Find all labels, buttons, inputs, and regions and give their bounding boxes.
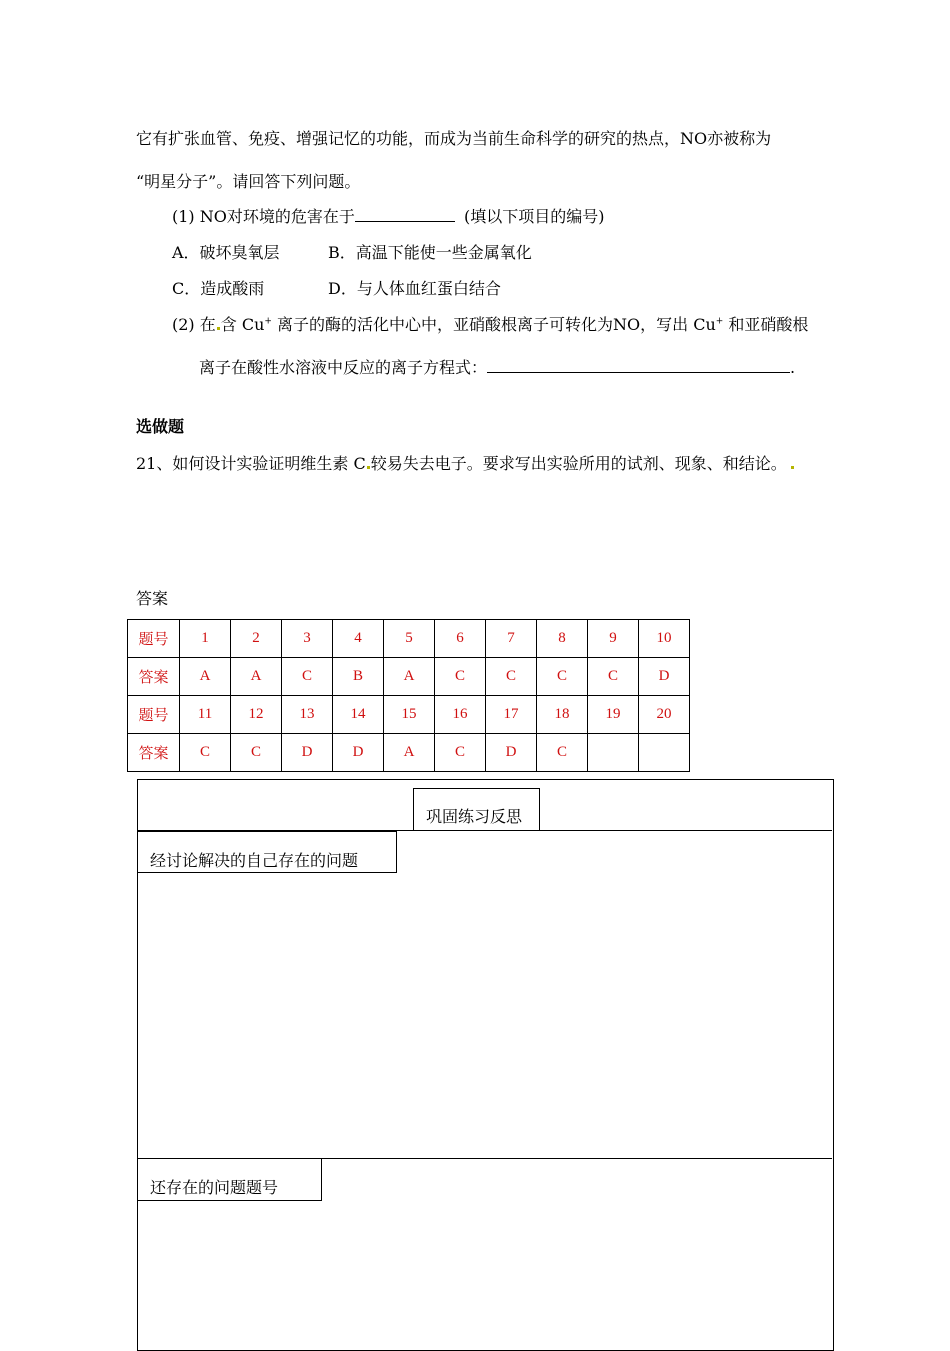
question-2 <box>172 312 808 335</box>
table-cell: A <box>384 734 435 772</box>
table-row <box>128 696 690 734</box>
table-row-header: 题号 <box>128 696 180 734</box>
question-2-text: 和亚硝酸根 <box>723 315 809 334</box>
table-cell: 18 <box>537 696 588 734</box>
table-cell: 11 <box>180 696 231 734</box>
mark-dot <box>367 466 370 469</box>
table-cell: 8 <box>537 620 588 658</box>
answer-blank-2[interactable] <box>487 358 790 373</box>
question-2-text: 离子在酸性水溶液中反应的离子方程式： <box>199 358 488 377</box>
table-cell: C <box>180 734 231 772</box>
question-21-text: 21、如何设计实验证明维生素 C <box>136 454 366 473</box>
option-a: A．破坏臭氧层 <box>172 243 280 262</box>
period: . <box>790 358 796 377</box>
table-cell: 14 <box>333 696 384 734</box>
table-cell: 19 <box>588 696 639 734</box>
table-cell: C <box>435 734 486 772</box>
question-2-text: 离子的酶的活化中心中，亚硝酸根离子可转化为NO，写出 Cu <box>271 315 716 334</box>
superscript: + <box>264 316 272 327</box>
question-1 <box>172 204 604 227</box>
table-cell: A <box>180 658 231 696</box>
paragraph-line-2: “明星分子”。请回答下列问题。 <box>136 172 361 191</box>
paragraph-line-1: 它有扩张血管、免疫、增强记忆的功能，而成为当前生命科学的研究的热点，NO亦被称为 <box>136 129 772 148</box>
table-row-header: 答案 <box>128 734 180 772</box>
option-c: C．造成酸雨 <box>172 279 265 298</box>
table-cell: C <box>435 658 486 696</box>
table-cell: 12 <box>231 696 282 734</box>
table-cell: 5 <box>384 620 435 658</box>
answer-table <box>127 619 690 772</box>
question-1-prefix: (1) NO对环境的危害在于 <box>172 207 355 226</box>
table-cell: 17 <box>486 696 537 734</box>
table-cell: 16 <box>435 696 486 734</box>
section-resolved-problems: 经讨论解决的自己存在的问题 <box>137 831 397 873</box>
table-cell: D <box>486 734 537 772</box>
table-cell: 6 <box>435 620 486 658</box>
option-b: B．高温下能使一些金属氧化 <box>328 243 532 262</box>
table-row-header: 答案 <box>128 658 180 696</box>
table-row <box>128 734 690 772</box>
superscript: + <box>715 316 724 327</box>
optional-heading: 选做题 <box>136 417 185 436</box>
table-row-header: 题号 <box>128 620 180 658</box>
table-cell: 13 <box>282 696 333 734</box>
question-21 <box>136 451 795 474</box>
table-cell: D <box>639 658 690 696</box>
table-cell: 7 <box>486 620 537 658</box>
table-cell: A <box>231 658 282 696</box>
table-cell: 3 <box>282 620 333 658</box>
table-cell: 2 <box>231 620 282 658</box>
question-2-text: (2) 在 <box>172 315 216 334</box>
table-row <box>128 620 690 658</box>
table-cell: B <box>333 658 384 696</box>
mark-dot <box>217 327 220 330</box>
table-cell: 15 <box>384 696 435 734</box>
table-cell: 10 <box>639 620 690 658</box>
table-cell: C <box>486 658 537 696</box>
table-cell: 9 <box>588 620 639 658</box>
section-remaining-problems: 还存在的问题题号 <box>137 1158 322 1201</box>
table-cell: C <box>231 734 282 772</box>
table-cell: 4 <box>333 620 384 658</box>
question-2-text: 含 Cu <box>220 315 265 334</box>
answer-blank-1[interactable] <box>355 207 455 222</box>
table-cell <box>639 734 690 772</box>
table-cell: D <box>333 734 384 772</box>
table-cell: C <box>537 658 588 696</box>
table-cell: A <box>384 658 435 696</box>
table-cell: 20 <box>639 696 690 734</box>
mark-dot <box>791 466 794 469</box>
option-d: D．与人体血红蛋白结合 <box>328 279 501 298</box>
table-row <box>128 658 690 696</box>
table-cell: 1 <box>180 620 231 658</box>
table-cell: C <box>537 734 588 772</box>
table-cell: D <box>282 734 333 772</box>
table-cell <box>588 734 639 772</box>
question-1-suffix: (填以下项目的编号) <box>463 207 605 226</box>
question-21-text: 较易失去电子。要求写出实验所用的试剂、现象、和结论。 <box>370 454 787 473</box>
answers-title: 答案 <box>136 589 169 608</box>
question-2-line-2 <box>199 355 795 378</box>
table-cell: C <box>588 658 639 696</box>
table-cell: C <box>282 658 333 696</box>
reflection-title: 巩固练习反思 <box>413 788 540 831</box>
